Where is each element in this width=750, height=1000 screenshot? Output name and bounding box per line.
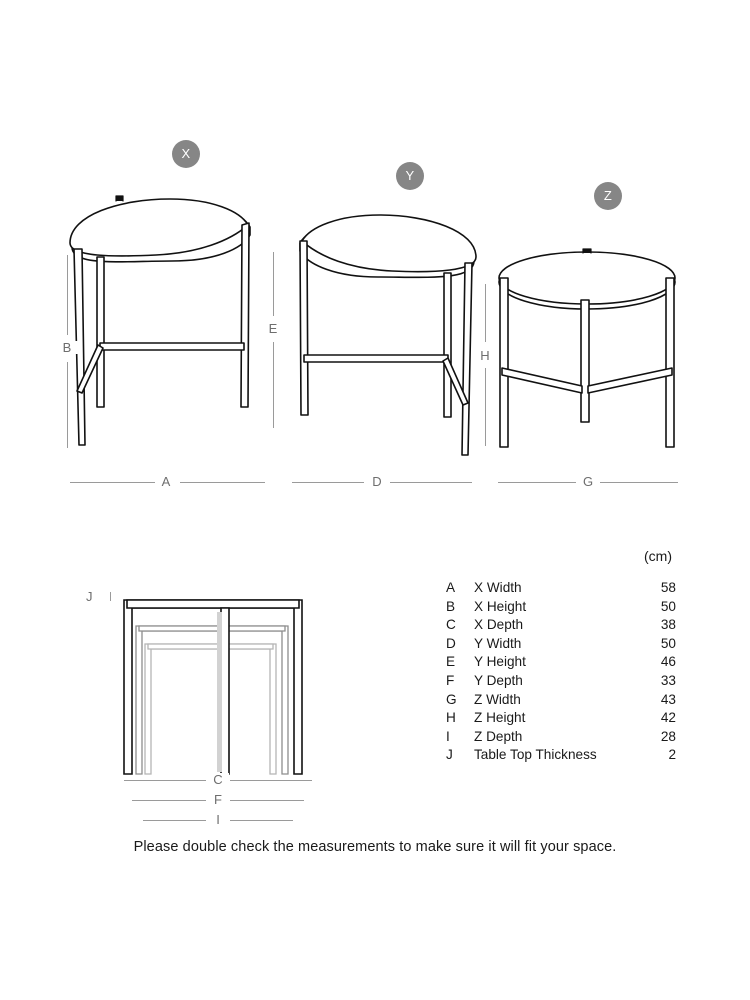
dimension-label-i: I [207, 813, 229, 826]
dimension-label-g: G [577, 475, 599, 488]
spec-key: H [446, 710, 456, 726]
dimension-spec-table [446, 548, 676, 766]
dimension-line-b-upper [67, 255, 68, 335]
spec-key: G [446, 691, 457, 707]
table-row [446, 692, 676, 711]
table-row [446, 673, 676, 692]
spec-value: 28 [660, 728, 676, 744]
dimension-line-g-right [600, 482, 678, 483]
spec-value: 58 [660, 580, 676, 595]
spec-key: B [446, 598, 456, 614]
spec-value: 38 [660, 617, 676, 633]
spec-label: X Height [474, 598, 527, 614]
table-row [446, 710, 676, 729]
dimension-line-g-left [498, 482, 576, 483]
badge-x: X [172, 140, 200, 168]
dimension-line-d-right [390, 482, 472, 483]
spec-label: X Width [474, 580, 522, 595]
spec-label: Z Height [474, 710, 526, 726]
dimension-label-c: C [207, 773, 229, 786]
dimension-label-b: B [56, 341, 78, 354]
dimension-line-b-lower [67, 362, 68, 448]
dimension-label-j: J [86, 590, 100, 603]
dimension-line-a-right [180, 482, 265, 483]
dimension-line-f-right [230, 800, 304, 801]
table-x-illustration [60, 195, 280, 465]
dimension-line-i-right [230, 820, 293, 821]
spec-value: 2 [668, 747, 676, 763]
spec-label: Z Depth [474, 728, 523, 744]
table-row [446, 747, 676, 766]
spec-key: D [446, 635, 456, 651]
table-y-illustration [288, 215, 488, 465]
table-row [446, 654, 676, 673]
table-row [446, 599, 676, 618]
table-row [446, 617, 676, 636]
dimension-line-f-left [132, 800, 206, 801]
spec-label: Y Width [474, 635, 522, 651]
spec-value: 43 [660, 691, 676, 707]
dimension-line-e-lower [273, 342, 274, 428]
spec-value: 46 [660, 654, 676, 670]
spec-value: 50 [660, 635, 676, 651]
dimension-line-i-left [143, 820, 206, 821]
spec-value: 42 [660, 710, 676, 726]
dimension-line-e-upper [273, 252, 274, 316]
dimension-label-h: H [474, 349, 496, 362]
dimension-tick-j [110, 592, 111, 601]
table-row [446, 580, 676, 599]
spec-key: A [446, 580, 456, 595]
badge-y: Y [396, 162, 424, 190]
dimension-line-h-lower [485, 368, 486, 446]
spec-key: J [446, 747, 453, 763]
spec-label: Y Height [474, 654, 526, 670]
dimension-line-c-right [230, 780, 312, 781]
dimension-line-a-left [70, 482, 155, 483]
spec-key: C [446, 617, 456, 633]
dimension-line-h-upper [485, 284, 486, 342]
dimension-label-a: A [155, 475, 177, 488]
spec-key: E [446, 654, 456, 670]
spec-value: 50 [660, 598, 676, 614]
spec-key: I [446, 728, 450, 744]
nested-tables-illustration [118, 592, 318, 782]
table-row [446, 729, 676, 748]
measurement-disclaimer: Please double check the measurements to make sure it will fit your space. [133, 839, 617, 855]
spec-key: F [446, 672, 455, 688]
unit-header: (cm) [644, 548, 672, 564]
badge-z: Z [594, 182, 622, 210]
table-row [446, 636, 676, 655]
spec-label: Table Top Thickness [474, 747, 597, 763]
dimension-label-e: E [262, 322, 284, 335]
dimension-label-d: D [366, 475, 388, 488]
spec-label: Z Width [474, 691, 521, 707]
dimension-label-f: F [207, 793, 229, 806]
spec-label: X Depth [474, 617, 524, 633]
spec-value: 33 [660, 672, 676, 688]
spec-label: Y Depth [474, 672, 523, 688]
dimension-line-c-left [124, 780, 206, 781]
table-z-illustration [492, 250, 682, 465]
dimension-line-d-left [292, 482, 364, 483]
